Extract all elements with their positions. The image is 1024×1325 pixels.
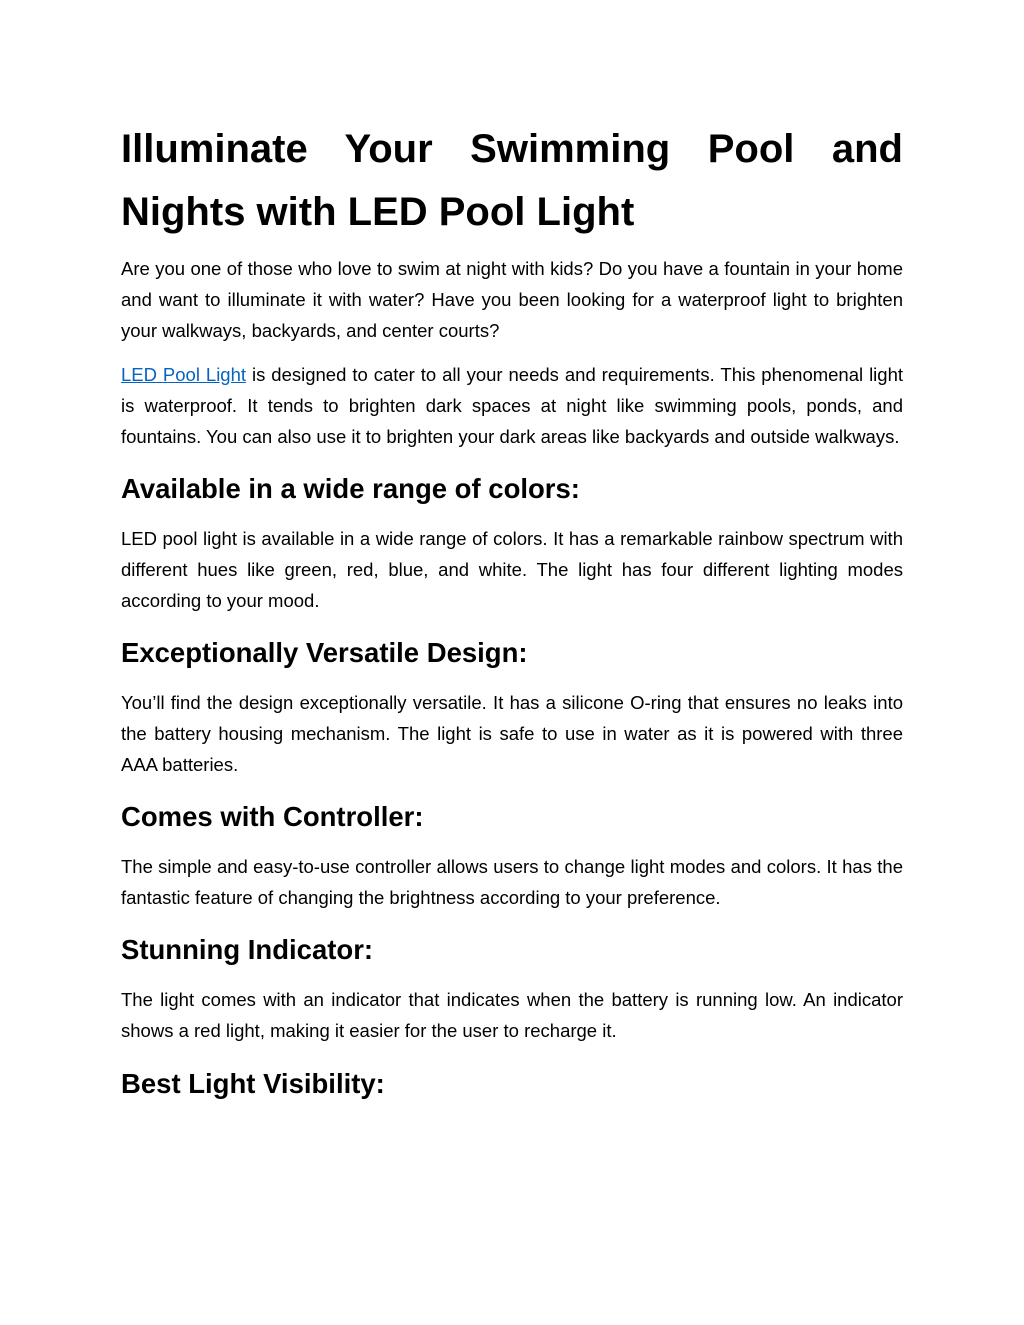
- led-pool-light-link[interactable]: LED Pool Light: [121, 364, 247, 385]
- led-pool-light-paragraph: [121, 359, 903, 452]
- page-title: Illuminate Your Swimming Pool and Nights with LED Pool Light: [121, 127, 903, 234]
- section-body-design: You’ll find the design exceptionally versatile. It has a silicone O-ring that ensures no leaks into the battery housing mechanism. The light is safe to use in water as it is powered with three AAA batteries.: [121, 692, 903, 775]
- section-body-controller: The simple and easy-to-use controller allows users to change light modes and colors. It has the fantastic feature of changing the brightness according to your preference.: [121, 856, 903, 908]
- section-body-indicator: The light comes with an indicator that indicates when the battery is running low. An indicator shows a red light, making it easier for the user to recharge it.: [121, 989, 903, 1041]
- led-pool-light-paragraph-text: is designed to cater to all your needs and requirements. This phenomenal light is waterproof. It tends to brighten dark spaces at night like swimming pools, ponds, and fountains. You can also use it to brighten your dark areas like backyards and outside walkways.: [121, 364, 904, 447]
- document-page: [121, 0, 903, 1101]
- section-heading-visibility: Best Light Visibility:: [121, 1068, 385, 1099]
- section-heading-controller: Comes with Controller:: [121, 801, 424, 832]
- section-heading-indicator: Stunning Indicator:: [121, 934, 374, 965]
- intro-paragraph: Are you one of those who love to swim at night with kids? Do you have a fountain in your home and want to illuminate it with water? Have you been looking for a waterproof light to brighten your walkways, backyards, and center courts?: [121, 258, 903, 341]
- section-heading-design: Exceptionally Versatile Design:: [121, 637, 528, 668]
- section-body-colors: LED pool light is available in a wide range of colors. It has a remarkable rainbow spectrum with different hues like green, red, blue, and white. The light has four different lighting modes according to your mood.: [121, 528, 903, 611]
- section-heading-colors: Available in a wide range of colors:: [121, 473, 580, 504]
